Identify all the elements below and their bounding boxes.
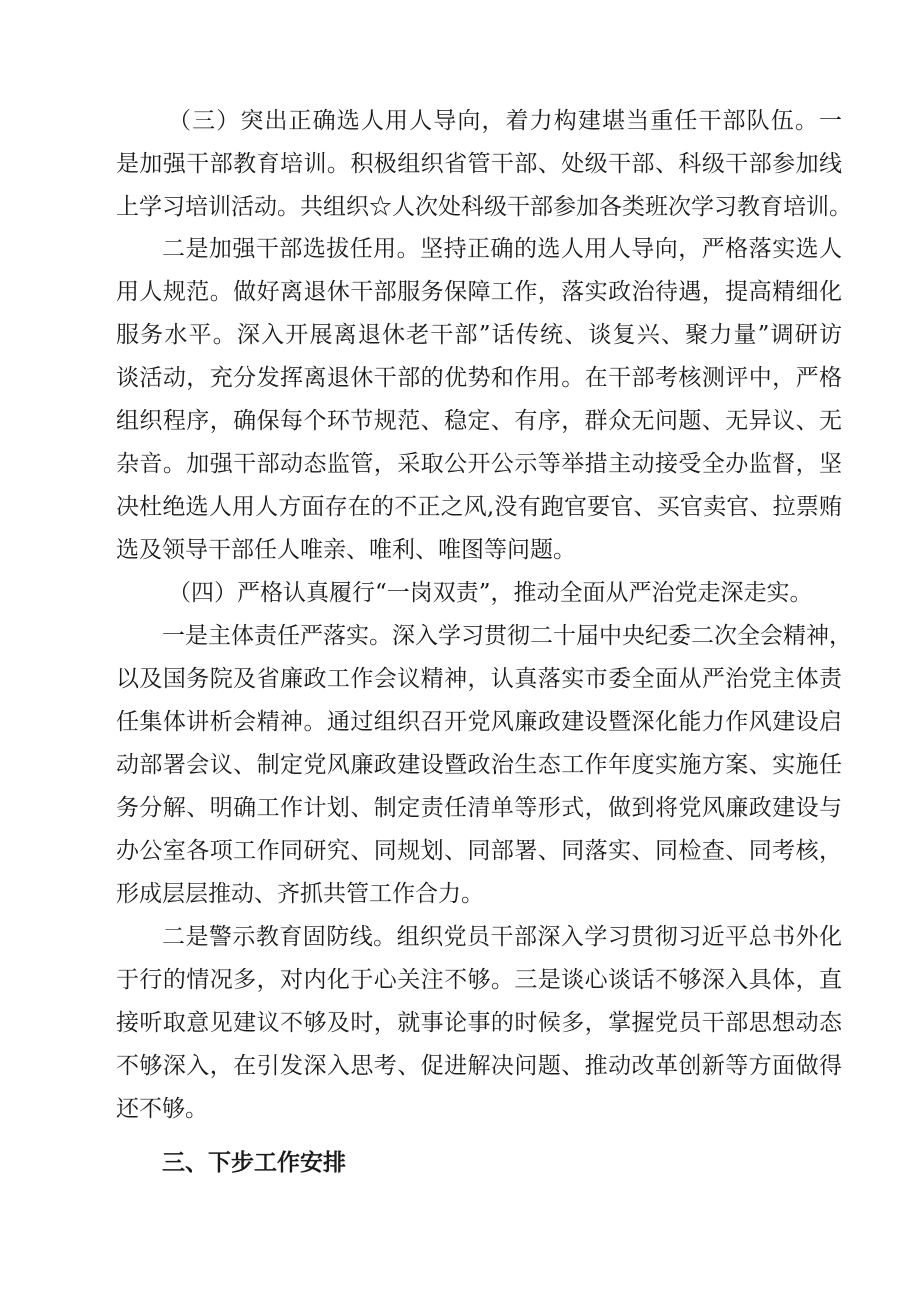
text-line: 一是主体责任严落实。深入学习贯彻二十届中央纪委二次全会精神，	[162, 623, 852, 649]
text-line: 上学习培训活动。共组织☆人次处科级干部参加各类班次学习教育培训。	[116, 194, 852, 220]
text-line: 二是加强干部选拔任用。坚持正确的选人用人导向，严格落实选人	[162, 236, 842, 262]
text-line: 决杜绝选人用人方面存在的不正之风,没有跑官要官、买官卖官、拉票贿	[116, 494, 842, 520]
text-line: 务分解、明确工作计划、制定责任清单等形式，做到将党风廉政建设与	[116, 795, 842, 821]
text-line: 以及国务院及省廉政工作会议精神，认真落实市委全面从严治党主体责	[116, 666, 842, 692]
paragraph-one-post-two-duties	[116, 572, 852, 916]
text-line: 形成层层推动、齐抓共管工作合力。	[116, 881, 484, 907]
paragraph-warning-education	[116, 916, 842, 1131]
text-line: 组织程序，确保每个环节规范、稳定、有序，群众无问题、无异议、无	[116, 408, 842, 434]
text-line: 任集体讲析会精神。通过组织召开党风廉政建设暨深化能力作风建设启	[116, 709, 842, 735]
text-line: 不够深入，在引发深入思考、促进解决问题、推动改革创新等方面做得	[116, 1053, 842, 1079]
text-line: （四）严格认真履行“一岗双责”，推动全面从严治党走深走实。	[168, 580, 813, 606]
text-line: 于行的情况多，对内化于心关注不够。三是谈心谈话不够深入具体，直	[116, 967, 842, 993]
text-line: （三）突出正确选人用人导向，着力构建堪当重任干部队伍。一	[168, 108, 842, 134]
paragraph-cadre-selection	[116, 228, 842, 572]
text-line: 动部署会议、制定党风廉政建设暨政治生态工作年度实施方案、实施任	[116, 752, 842, 778]
text-line: 接听取意见建议不够及时，就事论事的时候多，掌握党员干部思想动态	[116, 1010, 842, 1036]
text-line: 二是警示教育固防线。组织党员干部深入学习贯彻习近平总书外化	[162, 924, 842, 950]
text-line: 杂音。加强干部动态监管，采取公开公示等举措主动接受全办监督，坚	[116, 451, 842, 477]
text-line: 服务水平。深入开展离退休老干部”话传统、谈复兴、聚力量”调研访	[116, 322, 842, 348]
text-line: 谈活动，充分发挥离退休干部的优势和作用。在干部考核测评中，严格	[116, 365, 842, 391]
text-line: 还不够。	[116, 1096, 208, 1122]
section-heading: 三、下步工作安排	[162, 1150, 346, 1176]
text-line: 用人规范。做好离退休干部服务保障工作，落实政治待遇，提高精细化	[116, 279, 842, 305]
text-line: 办公室各项工作同研究、同规划、同部署、同落实、同检查、同考核，	[116, 838, 842, 864]
text-line: 是加强干部教育培训。积极组织省管干部、处级干部、科级干部参加线	[116, 151, 842, 177]
text-line: 选及领导干部任人唯亲、唯利、唯图等问题。	[116, 537, 576, 563]
paragraph-cadre-team	[116, 100, 852, 229]
